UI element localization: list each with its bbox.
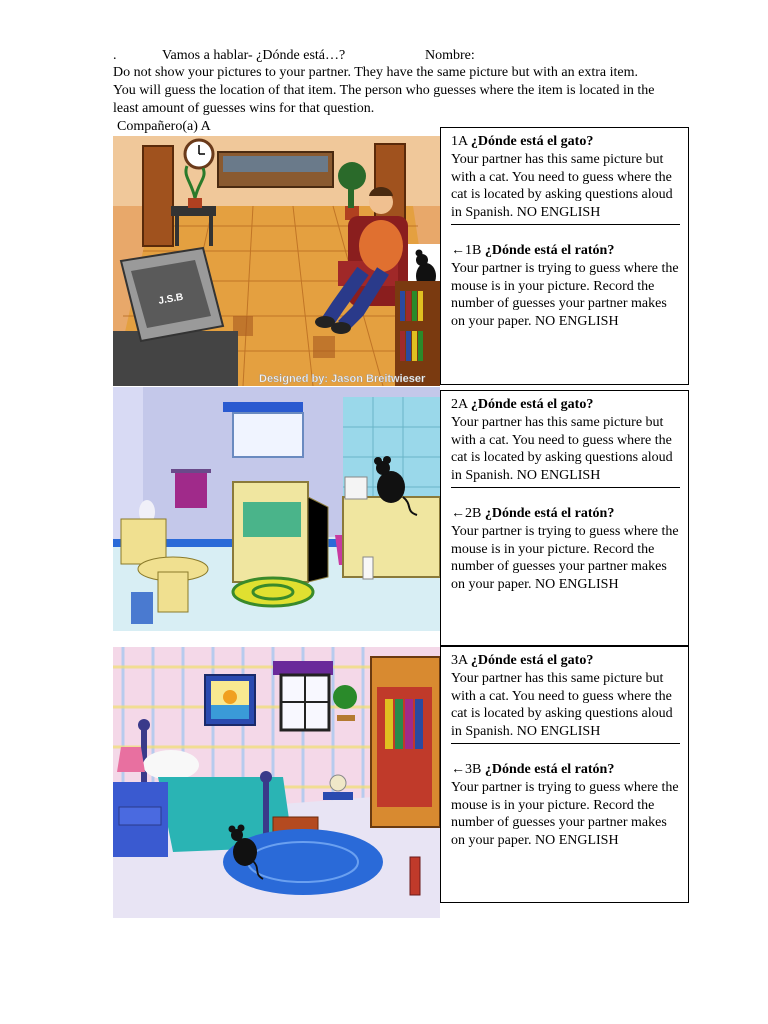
question-2a-text: Your partner has this same picture but with a cat. You need to guess where the cat is located by asking questions aloud in Spanish. NO ENGLISH (451, 414, 673, 484)
worksheet-title: Vamos a hablar- ¿Dónde está…? (162, 48, 346, 63)
question-3b-text: Your partner is trying to guess where the mouse is in your picture. Record the number of guesses your partner makes on your paper. NO ENGLISH (451, 779, 679, 849)
question-1a-text: Your partner has this same picture but with a cat. You need to guess where the cat is located by asking questions aloud in Spanish. NO ENGLISH (451, 151, 673, 221)
question-1b-text: Your partner is trying to guess where the mouse is in your picture. Record the number of guesses your partner makes on your paper. NO ENGLISH (451, 260, 679, 330)
question-1b: ←1B ¿Dónde está el ratón? (451, 242, 615, 258)
bathroom-picture (113, 387, 440, 631)
question-box-3 (440, 646, 689, 903)
instructions: Do not show your pictures to your partner. They have the same picture but with an extra item. You will guess the location of that item. The person who guesses where the item is located in the least amount of guesses wins for that question. (113, 65, 655, 116)
designer-watermark: Designed by: Jason Breitwieser (259, 373, 426, 385)
question-2b: ←2B ¿Dónde está el ratón? (451, 505, 615, 521)
divider (451, 743, 680, 744)
question-2b-text: Your partner is trying to guess where the mouse is in your picture. Record the number of guesses your partner makes on your paper. NO ENGLISH (451, 523, 679, 593)
question-box-1 (440, 127, 689, 385)
header-dot: . (113, 48, 117, 63)
living-room-picture (113, 136, 440, 386)
divider (451, 487, 680, 488)
question-3a: 3A ¿Dónde está el gato? (451, 653, 594, 668)
divider (451, 224, 680, 225)
partner-label: Compañero(a) A (117, 119, 211, 134)
question-1a: 1A ¿Dónde está el gato? (451, 134, 594, 149)
name-label: Nombre: (425, 48, 475, 63)
bedroom-picture (113, 647, 440, 918)
question-3b: ←3B ¿Dónde está el ratón? (451, 761, 615, 777)
question-3a-text: Your partner has this same picture but with a cat. You need to guess where the cat is located by asking questions aloud in Spanish. NO ENGLISH (451, 670, 673, 740)
tv-logo: J.S.B (157, 291, 185, 307)
question-2a: 2A ¿Dónde está el gato? (451, 397, 594, 412)
question-box-2 (440, 390, 689, 646)
